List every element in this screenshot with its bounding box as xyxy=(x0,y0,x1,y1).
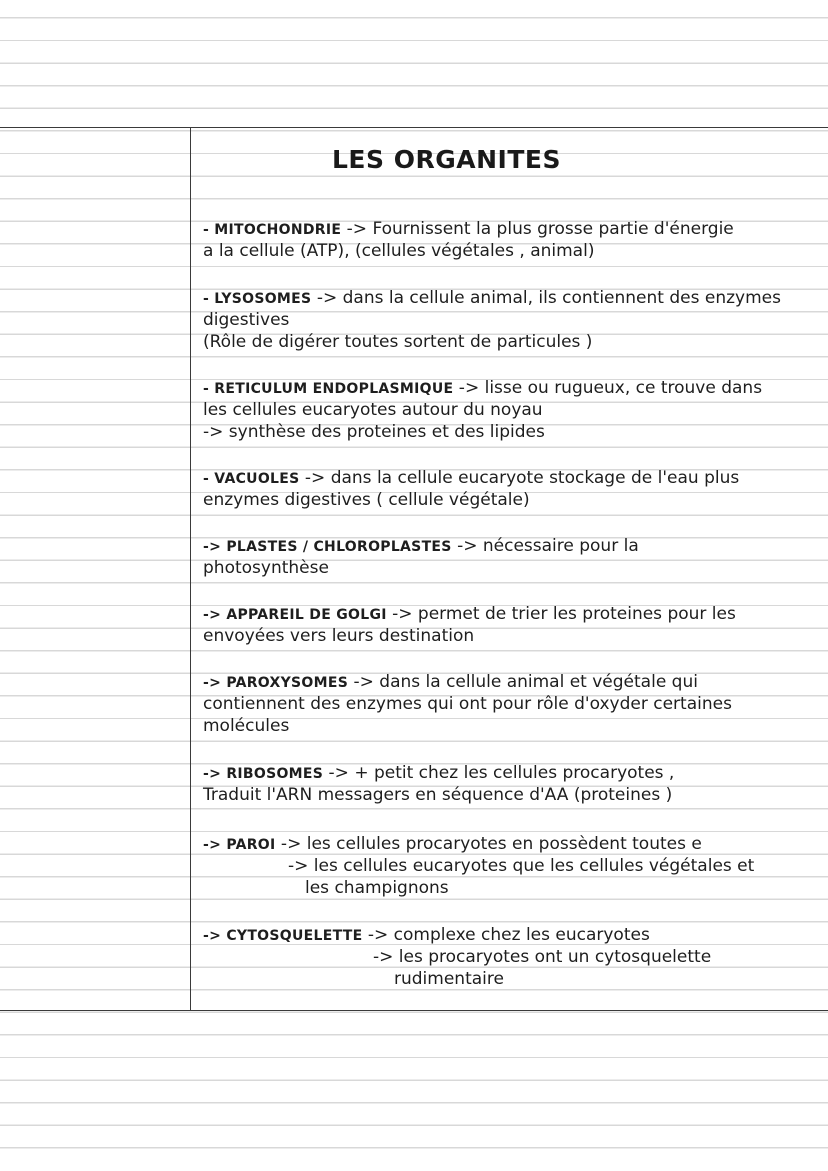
note-text: rudimentaire xyxy=(394,969,504,989)
note-line xyxy=(203,309,289,331)
note-text: -> dans la cellule animal et végétale qui xyxy=(348,672,698,692)
note-text: (Rôle de digérer toutes sortent de particules ) xyxy=(203,332,593,352)
organelle-term: - VACUOLES xyxy=(203,471,300,487)
organelle-term: -> CYTOSQUELETTE xyxy=(203,928,363,944)
note-line xyxy=(203,421,545,443)
frame-top-line xyxy=(0,127,828,128)
note-line xyxy=(203,784,672,806)
note-line xyxy=(203,833,702,856)
organelle-term: - LYSOSOMES xyxy=(203,291,312,307)
note-text: les cellules eucaryotes autour du noyau xyxy=(203,400,543,420)
note-line xyxy=(203,489,530,511)
organelle-term: -> RIBOSOMES xyxy=(203,766,324,782)
note-line xyxy=(203,625,474,647)
note-line xyxy=(305,877,449,899)
note-text: -> nécessaire pour la xyxy=(451,536,639,556)
margin-line xyxy=(190,127,191,1011)
note-text: a la cellule (ATP), (cellules végétales , animal) xyxy=(203,241,595,261)
note-line xyxy=(203,399,543,421)
note-text: envoyées vers leurs destination xyxy=(203,626,475,646)
note-line xyxy=(203,240,594,262)
note-text: digestives xyxy=(203,310,290,330)
note-line xyxy=(394,968,504,990)
organelle-term: - MITOCHONDRIE xyxy=(203,222,342,238)
note-line xyxy=(203,377,762,400)
note-text: Traduit l'ARN messagers en séquence d'AA (proteines ) xyxy=(203,785,673,805)
note-text: -> complexe chez les eucaryotes xyxy=(362,925,650,945)
note-line xyxy=(288,855,754,877)
organelle-term: -> PAROXYSOMES xyxy=(203,675,349,691)
note-line xyxy=(203,603,736,626)
note-text: photosynthèse xyxy=(203,558,329,578)
note-text: -> dans la cellule eucaryote stockage de l'eau plus xyxy=(299,468,740,488)
note-line xyxy=(203,924,650,947)
organelle-term: -> APPAREIL DE GOLGI xyxy=(203,607,387,623)
page-title: LES ORGANITES xyxy=(332,145,561,174)
note-text: -> synthèse des proteines et des lipides xyxy=(203,422,545,442)
note-line xyxy=(373,946,711,968)
note-line xyxy=(203,557,329,579)
note-line xyxy=(203,671,698,694)
note-text: -> + petit chez les cellules procaryotes , xyxy=(323,763,675,783)
note-line xyxy=(203,535,639,558)
note-text: -> les cellules eucaryotes que les cellules végétales et xyxy=(288,856,755,876)
frame-bottom-line xyxy=(0,1010,828,1011)
note-line xyxy=(203,331,592,353)
note-text: -> permet de trier les proteines pour les xyxy=(386,604,736,624)
note-text: -> les cellules procaryotes en possèdent toutes e xyxy=(275,834,702,854)
note-line xyxy=(203,287,781,310)
organelle-term: -> PLASTES / CHLOROPLASTES xyxy=(203,539,452,555)
note-text: -> dans la cellule animal, ils contiennent des enzymes xyxy=(311,288,781,308)
note-text: -> lisse ou rugueux, ce trouve dans xyxy=(453,378,763,398)
note-text: molécules xyxy=(203,716,290,736)
note-text: enzymes digestives ( cellule végétale) xyxy=(203,490,530,510)
note-text: -> Fournissent la plus grosse partie d'énergie xyxy=(341,219,734,239)
organelle-term: -> PAROI xyxy=(203,837,276,853)
note-line xyxy=(203,715,289,737)
note-line xyxy=(203,762,674,785)
note-line xyxy=(203,693,732,715)
note-text: les champignons xyxy=(305,878,449,898)
note-line xyxy=(203,218,734,241)
organelle-term: - RETICULUM ENDOPLASMIQUE xyxy=(203,381,454,397)
note-text: -> les procaryotes ont un cytosquelette xyxy=(373,947,712,967)
note-line xyxy=(203,467,739,490)
note-text: contiennent des enzymes qui ont pour rôle d'oxyder certaines xyxy=(203,694,732,714)
